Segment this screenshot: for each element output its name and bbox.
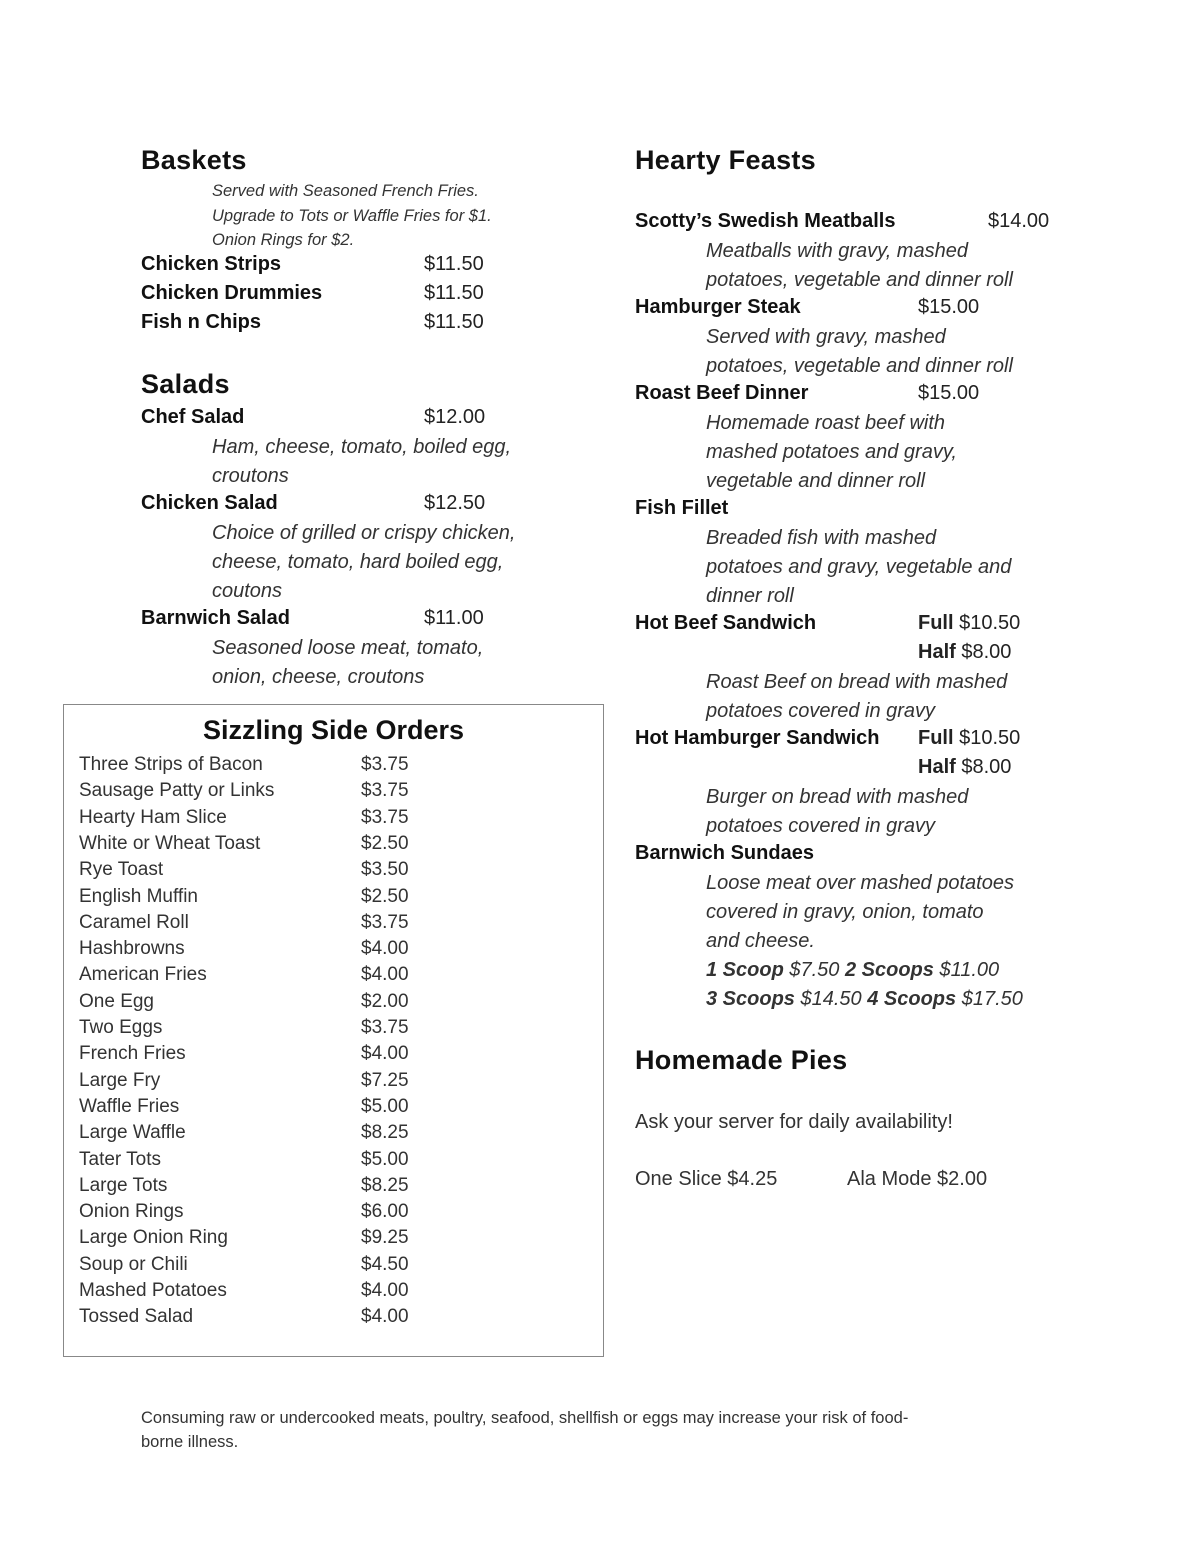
scoop-label: 4 Scoops	[867, 988, 957, 1010]
menu-item-name: Fish Fillet	[635, 497, 729, 519]
description-line: Served with gravy, mashed	[706, 326, 946, 348]
side-order-name: Hearty Ham Slice	[79, 806, 227, 828]
side-order-row	[79, 938, 409, 964]
size-price: $8.00	[961, 641, 1012, 663]
menu-item-description	[212, 519, 515, 606]
side-order-row	[79, 832, 409, 859]
description-line: vegetable and dinner roll	[706, 470, 926, 492]
side-order-price: $3.75	[361, 780, 409, 802]
side-order-name: Waffle Fries	[79, 1095, 180, 1117]
pies-availability-note: Ask your server for daily availability!	[635, 1111, 953, 1133]
scoop-price: $11.00	[939, 959, 1000, 981]
menu-item-price: $15.00	[918, 296, 980, 318]
price-full	[918, 727, 1020, 750]
health-warning-line: Consuming raw or undercooked meats, poultry, seafood, shellfish or eggs may increase your risk of food-	[141, 1409, 909, 1427]
description-line: covered in gravy, onion, tomato	[706, 901, 984, 923]
size-label: Half	[918, 756, 956, 778]
side-order-name: French Fries	[79, 1043, 186, 1065]
menu-item-price: $14.00	[988, 210, 1050, 232]
description-line: potatoes covered in gravy	[706, 700, 936, 722]
menu-item-name: Chicken Strips	[141, 253, 282, 275]
description-line: potatoes, vegetable and dinner roll	[706, 355, 1013, 377]
description-line: Roast Beef on bread with mashed	[706, 671, 1008, 693]
menu-item-description	[706, 524, 1011, 611]
side-order-price: $5.00	[361, 1148, 409, 1170]
size-label: Full	[918, 727, 954, 749]
menu-item-name: Hot Beef Sandwich	[635, 612, 817, 634]
menu-item-name: Barnwich Sundaes	[635, 842, 814, 864]
side-order-price: $9.25	[361, 1227, 409, 1249]
baskets-note	[212, 179, 492, 253]
menu-item-price: $11.50	[424, 253, 484, 275]
menu-item-name: Chicken Salad	[141, 492, 278, 514]
side-order-price: $3.75	[361, 1017, 409, 1038]
side-order-price: $4.00	[361, 964, 409, 986]
side-order-row	[79, 1174, 409, 1201]
side-order-name: Hashbrowns	[79, 938, 185, 960]
side-order-price: $8.25	[361, 1174, 409, 1196]
menu-item-name: Fish n Chips	[141, 311, 261, 333]
side-order-price: $7.25	[361, 1069, 409, 1091]
ala-mode-price: Ala Mode $2.00	[847, 1168, 988, 1190]
side-order-row	[79, 859, 409, 885]
description-line: Choice of grilled or crispy chicken,	[212, 522, 516, 544]
side-order-row	[79, 1095, 409, 1122]
scoop-prices-line	[706, 956, 1023, 985]
side-order-row	[79, 990, 409, 1017]
description-line: Meatballs with gravy, mashed	[706, 240, 968, 262]
side-order-price: $2.50	[361, 832, 409, 854]
side-order-name: Tater Tots	[79, 1148, 162, 1170]
menu-item-price: $11.00	[424, 607, 484, 629]
menu-item-price: $12.00	[424, 406, 486, 428]
description-line: Seasoned loose meat, tomato,	[212, 637, 484, 659]
description-line: potatoes covered in gravy	[706, 815, 936, 837]
side-order-name: English Muffin	[79, 885, 198, 907]
menu-item-name: Hamburger Steak	[635, 296, 801, 318]
menu-item-price: $12.50	[424, 492, 486, 514]
side-order-row	[79, 885, 409, 912]
side-order-price: $3.75	[361, 754, 409, 775]
scoop-label: 3 Scoops	[706, 988, 795, 1010]
side-order-price: $4.00	[361, 1043, 409, 1065]
side-order-price: $4.00	[361, 938, 409, 960]
side-order-row	[79, 1227, 409, 1253]
side-order-price: $5.00	[361, 1095, 409, 1117]
health-warning-line: borne illness.	[141, 1433, 239, 1451]
description-line: Homemade roast beef with	[706, 412, 946, 434]
side-order-row	[79, 1017, 409, 1043]
side-order-row	[79, 911, 409, 938]
menu-item-price: $15.00	[918, 382, 980, 404]
side-order-name: Large Tots	[79, 1174, 168, 1196]
description-line: cheese, tomato, hard boiled egg,	[212, 551, 504, 573]
side-order-row	[79, 1069, 409, 1096]
scoop-price: $17.50	[961, 988, 1023, 1010]
baskets-note-line: Upgrade to Tots or Waffle Fries for $1.	[212, 206, 492, 225]
menu-item-description	[212, 433, 511, 491]
side-order-name: Soup or Chili	[79, 1253, 188, 1275]
menu-item-name: Roast Beef Dinner	[635, 382, 809, 404]
side-orders-heading: Sizzling Side Orders	[202, 715, 465, 745]
scoop-price: $14.50	[800, 988, 862, 1010]
side-order-name: Caramel Roll	[79, 911, 189, 933]
menu-item-description	[706, 783, 968, 841]
size-price: $10.50	[959, 612, 1021, 634]
side-order-price: $4.50	[361, 1253, 409, 1275]
side-order-name: Large Waffle	[79, 1122, 186, 1144]
description-line: onion, cheese, croutons	[212, 666, 425, 688]
baskets-heading: Baskets	[141, 145, 247, 175]
health-warning	[141, 1406, 908, 1454]
price-half	[918, 756, 1011, 779]
side-order-name: White or Wheat Toast	[79, 832, 261, 854]
side-order-row	[79, 1253, 409, 1280]
price-full	[918, 612, 1020, 635]
description-line: and cheese.	[706, 930, 815, 952]
menu-item-price: $11.50	[424, 282, 484, 304]
menu-item-price: $11.50	[424, 311, 484, 333]
description-line: Loose meat over mashed potatoes	[706, 872, 1014, 894]
menu-item-description	[706, 869, 1023, 1014]
side-order-name: American Fries	[79, 964, 207, 986]
salads-heading: Salads	[141, 369, 230, 399]
menu-item-name: Chicken Drummies	[141, 282, 323, 304]
description-line: potatoes and gravy, vegetable and	[706, 556, 1012, 578]
description-line: Ham, cheese, tomato, boiled egg,	[212, 436, 512, 458]
side-order-row	[79, 754, 409, 780]
description-line: dinner roll	[706, 585, 794, 607]
size-label: Full	[918, 612, 954, 634]
side-order-row	[79, 1306, 409, 1332]
description-line: mashed potatoes and gravy,	[706, 441, 957, 463]
side-order-price: $3.75	[361, 911, 409, 933]
side-order-price: $8.25	[361, 1122, 409, 1144]
side-orders-box	[63, 704, 604, 1357]
side-order-name: One Egg	[79, 990, 154, 1012]
side-order-name: Rye Toast	[79, 859, 164, 881]
side-order-row	[79, 806, 409, 833]
description-line: potatoes, vegetable and dinner roll	[706, 269, 1013, 291]
menu-item-description	[706, 323, 1013, 381]
menu-item-name: Scotty’s Swedish Meatballs	[635, 210, 896, 232]
baskets-note-line: Served with Seasoned French Fries.	[212, 182, 479, 200]
side-order-name: Sausage Patty or Links	[79, 780, 275, 802]
side-order-name: Mashed Potatoes	[79, 1280, 227, 1301]
menu-item-description	[706, 668, 1007, 726]
menu-item-name: Hot Hamburger Sandwich	[635, 727, 880, 749]
side-order-row	[79, 1148, 409, 1175]
description-line: Breaded fish with mashed	[706, 527, 937, 549]
description-line: Burger on bread with mashed	[706, 786, 969, 808]
side-order-name: Tossed Salad	[79, 1306, 194, 1328]
side-order-price: $4.00	[361, 1306, 409, 1328]
side-order-price: $4.00	[361, 1280, 409, 1301]
scoop-prices-line	[706, 985, 1023, 1014]
scoop-price: $7.50	[789, 959, 840, 981]
side-order-name: Three Strips of Bacon	[79, 754, 263, 775]
pies-heading: Homemade Pies	[635, 1045, 848, 1075]
side-order-row	[79, 964, 409, 990]
side-order-price: $2.50	[361, 885, 409, 907]
description-line: coutons	[212, 580, 283, 602]
menu-item-description	[706, 409, 957, 496]
side-order-row	[79, 1201, 409, 1227]
price-half	[918, 641, 1011, 664]
scoop-label: 1 Scoop	[706, 959, 784, 981]
pie-slice-price: One Slice $4.25	[635, 1168, 778, 1190]
side-order-price: $6.00	[361, 1201, 409, 1223]
baskets-note-line: Onion Rings for $2.	[212, 231, 355, 249]
menu-item-name: Chef Salad	[141, 406, 245, 428]
side-order-name: Two Eggs	[79, 1017, 163, 1038]
scoop-label: 2 Scoops	[844, 959, 934, 981]
side-order-row	[79, 1280, 409, 1306]
description-line: croutons	[212, 465, 289, 487]
menu-item-description	[212, 634, 483, 692]
size-price: $8.00	[961, 756, 1012, 778]
side-order-row	[79, 780, 409, 806]
side-order-name: Large Fry	[79, 1069, 161, 1091]
menu-item-name: Barnwich Salad	[141, 607, 290, 629]
side-order-price: $3.50	[361, 859, 409, 881]
side-order-price: $3.75	[361, 806, 409, 828]
side-order-price: $2.00	[361, 990, 409, 1012]
feasts-heading: Hearty Feasts	[635, 145, 816, 175]
side-order-row	[79, 1043, 409, 1069]
size-label: Half	[918, 641, 956, 663]
side-order-name: Large Onion Ring	[79, 1227, 228, 1249]
size-price: $10.50	[959, 727, 1021, 749]
menu-item-description	[706, 237, 1013, 295]
side-order-row	[79, 1122, 409, 1148]
side-order-name: Onion Rings	[79, 1201, 184, 1223]
